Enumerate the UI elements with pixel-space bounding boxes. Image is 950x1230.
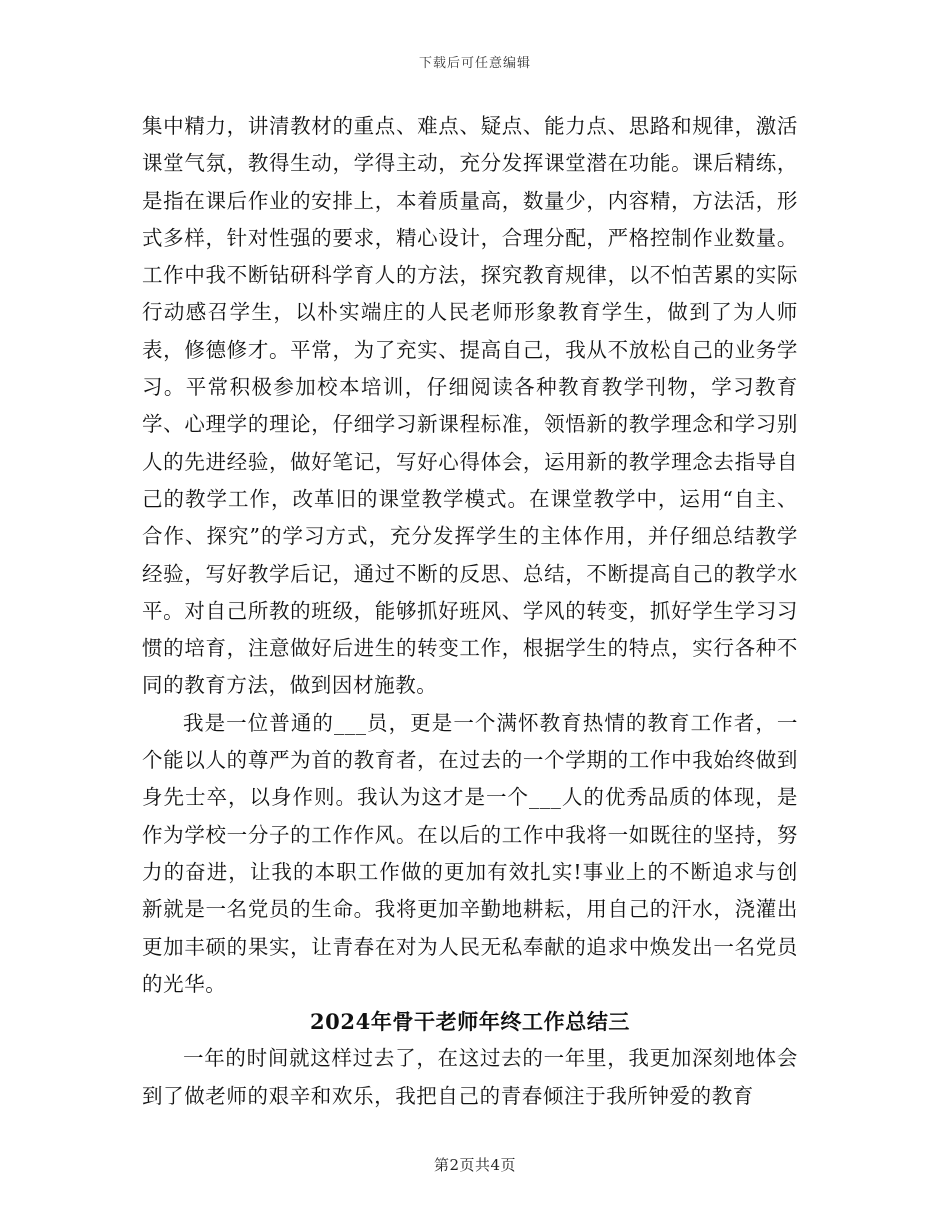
page-number: 第2页共4页 xyxy=(433,1156,517,1174)
paragraph-continuation: 集中精力，讲清教材的重点、难点、疑点、能力点、思路和规律，激活课堂气氛，教得生动，学得主动，充分发挥课堂潜在功能。课后精练，是指在课后作业的安排上，本着质量高，数量少，内容精，方法活，形式多样，针对性强的要求，精心设计，合理分配，严格控制作业数量。工作中我不断钻研科学育人的方法，探究教育规律，以不怕苦累的实际行动感召学生，以朴实端庄的人民老师形象教育学生，做到了为人师表，修德修才。平常，为了充实、提高自己，我从不放松自己的业务学习。平常积极参加校本培训，仔细阅读各种教育教学刊物，学习教育学、心理学的理论，仔细学习新课程标准，领悟新的教学理念和学习别人的先进经验，做好笔记，写好心得体会，运用新的教学理念去指导自己的教学工作，改革旧的课堂教学模式。在课堂教学中，运用“自主、合作、探究”的学习方式，充分发挥学生的主体作用，并仔细总结教学经验，写好教学后记，通过不断的反思、总结，不断提高自己的教学水平。对自己所教的班级，能够抓好班风、学风的转变，抓好学生学习习惯的培育，注意做好后进生的转变工作，根据学生的特点，实行各种不同的教育方法，做到因材施教。 xyxy=(142,114,798,698)
document-body xyxy=(142,108,798,1115)
header-note: 下载后可任意编辑 xyxy=(418,56,531,71)
paragraph-section-three-intro: 一年的时间就这样过去了，在这过去的一年里，我更加深刻地体会到了做老师的艰辛和欢乐，我把自己的青春倾注于我所钟爱的教育 xyxy=(142,1046,798,1108)
section-title: 2024年骨干老师年终工作总结三 xyxy=(309,1009,631,1035)
paragraph-party-member: 我是一位普通的___员，更是一个满怀教育热情的教育工作者，一个能以人的尊严为首的教育者，在过去的一个学期的工作中我始终做到身先士卒，以身作则。我认为这才是一个___人的优秀品质的体现，是作为学校一分子的工作作风。在以后的工作中我将一如既往的坚持，努力的奋进，让我的本职工作做的更加有效扎实!事业上的不断追求与创新就是一名党员的生命。我将更加辛勤地耕耘，用自己的汗水，浇灌出更加丰硕的果实，让青春在对为人民无私奉献的追求中焕发出一名党员的光华。 xyxy=(142,710,798,996)
